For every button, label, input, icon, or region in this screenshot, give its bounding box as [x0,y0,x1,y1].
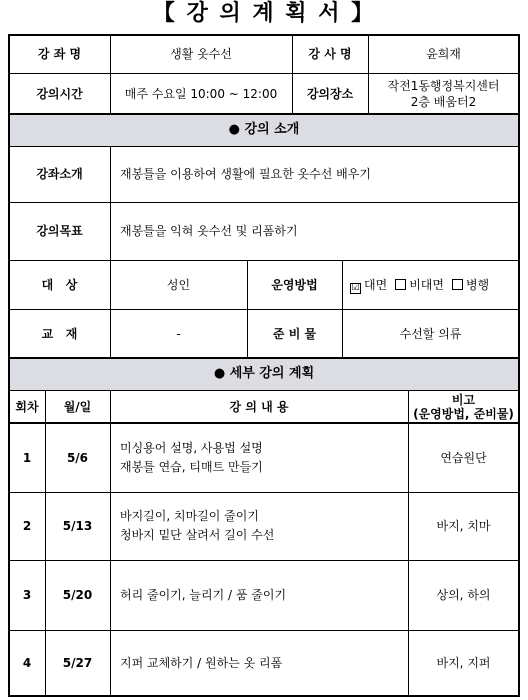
prep-value: 수선할 의류 [399,326,462,341]
hline [9,560,519,561]
method-option-hybrid[interactable] [444,277,489,293]
method-options [342,260,519,309]
content-line-2: 재봉틀 연습, 티매트 만들기 [120,459,263,474]
vline [342,260,343,358]
summary-value: 재봉틀을 이용하여 생활에 필요한 옷수선 배우기 [120,167,371,181]
vline [368,35,369,114]
col-session-header: 회차 [15,399,39,414]
material-label: 교 재 [41,326,78,341]
method-option-label: 대면 [364,277,388,292]
col-note-line-2: (운영방법, 준비물) [413,406,514,421]
session-note: 바지, 지퍼 [436,656,491,670]
hline [9,492,519,493]
hline [9,357,519,359]
hline [9,113,519,115]
hline [9,422,519,424]
summary-label: 강좌소개 [36,167,83,181]
checkbox-empty-icon [395,279,406,290]
target-label: 대 상 [41,277,78,292]
time-label: 강의시간 [36,86,83,101]
session-content: 지퍼 교체하기 / 원하는 옷 리폼 [120,656,283,670]
hline [9,390,519,391]
plan-section-header-text: ● 세부 강의 계획 [213,366,315,381]
target-value: 성인 [166,277,191,292]
border-bottom [8,695,520,697]
session-note: 바지, 치마 [436,519,491,533]
session-note: 상의, 하의 [436,588,491,602]
goal-value: 재봉틀을 익혀 옷수선 및 리폼하기 [120,224,298,238]
session-number: 2 [22,519,32,533]
col-date-header: 월/일 [63,399,92,414]
hline [9,146,519,147]
session-number: 1 [22,450,32,465]
vline [292,35,293,114]
checkbox-checked-icon: ☑ [351,282,360,293]
session-content [110,492,408,560]
content-line-1: 미싱용어 설명, 사용법 설명 [120,440,263,455]
instructor-label: 강 사 명 [308,47,352,61]
method-option-face-to-face[interactable] [342,277,387,293]
hline [9,309,519,310]
course-name-label: 강 좌 명 [37,47,82,61]
vline [45,390,46,696]
col-note-header [408,390,519,423]
document-title: 【 강 의 계 획 서 】 [152,1,376,26]
vline [110,35,111,114]
session-number: 4 [22,656,32,670]
border-right [518,34,520,697]
border-left [8,34,10,697]
plan-section-header [9,358,519,390]
vline [110,146,111,358]
session-date: 5/13 [62,519,93,533]
hline [9,202,519,203]
vline [110,390,111,696]
session-content [110,423,408,492]
place-line-1: 작전1동행정복지센터 [387,78,500,93]
session-note: 연습원단 [440,450,487,465]
vline [247,260,248,358]
hline [9,73,519,74]
hline [9,260,519,261]
intro-section-header-text: ● 강의 소개 [228,122,300,137]
hline [9,630,519,631]
method-option-label: 병행 [465,277,490,292]
place-line-2: 2층 배움터2 [410,94,477,109]
method-option-label: 비대면 [409,277,444,292]
border-top [8,34,520,36]
goal-label: 강의목표 [36,224,83,238]
intro-section-header [9,114,519,146]
place-label: 강의장소 [306,86,354,101]
col-note-line-1: 비고 [451,392,476,407]
prep-label: 준 비 물 [272,326,317,341]
session-date: 5/27 [62,656,93,670]
method-label: 운영방법 [271,277,318,292]
session-date: 5/20 [62,588,93,602]
course-name-value: 생활 옷수선 [170,47,232,61]
instructor-value: 윤희재 [426,47,461,61]
col-content-header: 강 의 내 용 [229,399,289,414]
place-value [368,73,519,114]
checkbox-empty-icon [452,279,463,290]
vline [408,390,409,696]
session-date: 5/6 [66,450,89,465]
session-content: 허리 줄이기, 늘리기 / 품 줄이기 [120,588,287,602]
material-value: - [176,326,181,341]
session-number: 3 [22,588,32,602]
time-value: 매주 수요일 10:00 ~ 12:00 [124,86,278,101]
content-line-1: 바지길이, 치마길이 줄이기 [120,509,259,523]
content-line-2: 청바지 밑단 살려서 길이 수선 [120,528,275,542]
method-option-online[interactable] [387,277,444,293]
